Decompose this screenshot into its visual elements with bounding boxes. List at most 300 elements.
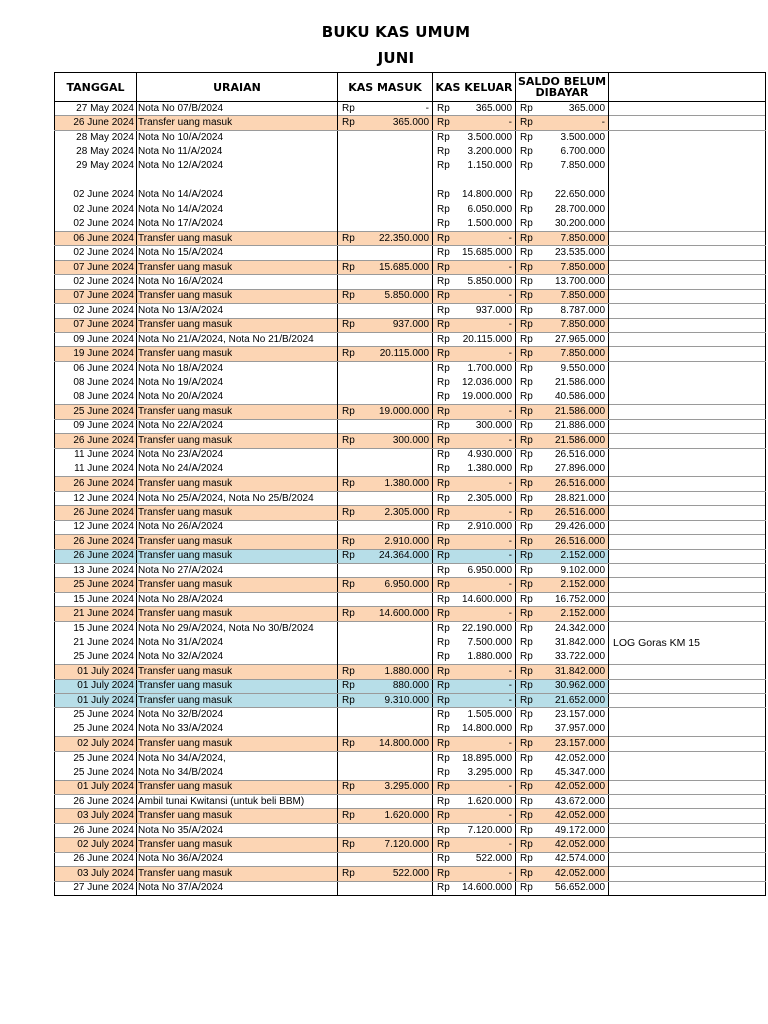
kas-masuk-currency: Rp xyxy=(338,477,365,491)
note-cell xyxy=(609,708,766,722)
kas-masuk-amount: 1.620.000 xyxy=(365,809,433,823)
saldo-currency: Rp xyxy=(520,420,533,432)
kas-masuk-currency xyxy=(338,203,365,217)
saldo-amount: 31.842.000 xyxy=(543,665,609,679)
note-cell xyxy=(609,722,766,736)
date-cell: 12 June 2024 xyxy=(55,491,137,505)
saldo-currency: Rp xyxy=(520,160,533,172)
kas-keluar-currency: Rp xyxy=(437,593,450,605)
saldo-amount: 26.516.000 xyxy=(543,477,609,491)
kas-masuk-currency xyxy=(338,275,365,289)
table-row xyxy=(55,621,766,635)
description-cell: Nota No 16/A/2024 xyxy=(137,275,338,289)
kas-masuk-amount xyxy=(365,304,433,318)
kas-masuk-currency xyxy=(338,881,365,895)
header-tanggal: TANGGAL xyxy=(55,73,137,102)
saldo-currency: Rp xyxy=(520,853,533,865)
saldo-amount: 29.426.000 xyxy=(543,520,609,534)
kas-masuk-currency xyxy=(338,852,365,866)
saldo-currency: Rp xyxy=(516,607,543,621)
description-cell: Transfer uang masuk xyxy=(137,434,338,448)
saldo-currency: Rp xyxy=(520,391,533,403)
kas-keluar-currency: Rp xyxy=(433,578,460,592)
header-uraian: URAIAN xyxy=(137,73,338,102)
kas-keluar-amount: 1.500.000 xyxy=(460,217,516,231)
kas-keluar-amount: 1.620.000 xyxy=(460,795,516,809)
saldo-amount: 365.000 xyxy=(543,102,609,116)
kas-masuk-currency: Rp xyxy=(338,578,365,592)
table-row xyxy=(55,766,766,780)
note-cell xyxy=(609,318,766,332)
kas-masuk-amount: 24.364.000 xyxy=(365,549,433,563)
table-row xyxy=(55,116,766,130)
saldo-amount: 7.850.000 xyxy=(543,231,609,245)
table-row xyxy=(55,867,766,881)
kas-keluar-currency: Rp xyxy=(433,693,460,707)
saldo-currency: Rp xyxy=(520,636,533,648)
kas-masuk-amount xyxy=(365,217,433,231)
kas-masuk-currency xyxy=(338,751,365,765)
kas-keluar-amount: - xyxy=(460,260,516,274)
kas-masuk-amount: 9.310.000 xyxy=(365,693,433,707)
kas-keluar-amount: 4.930.000 xyxy=(460,448,516,462)
kas-keluar-currency: Rp xyxy=(437,131,450,143)
kas-masuk-amount xyxy=(365,564,433,578)
saldo-amount: 21.586.000 xyxy=(543,405,609,419)
note-cell xyxy=(609,506,766,520)
note-cell xyxy=(609,679,766,693)
description-cell: Nota No 21/A/2024, Nota No 21/B/2024 xyxy=(137,333,338,347)
saldo-amount: 30.962.000 xyxy=(543,679,609,693)
kas-keluar-amount: - xyxy=(460,477,516,491)
kas-keluar-currency: Rp xyxy=(437,203,450,215)
description-cell: Transfer uang masuk xyxy=(137,578,338,592)
table-row xyxy=(55,520,766,534)
description-cell: Transfer uang masuk xyxy=(137,665,338,679)
description-cell: Nota No 19/A/2024 xyxy=(137,376,338,390)
date-cell: 02 June 2024 xyxy=(55,246,137,260)
date-cell: 02 July 2024 xyxy=(55,737,137,751)
saldo-currency: Rp xyxy=(516,780,543,794)
saldo-currency: Rp xyxy=(516,116,543,130)
note-cell xyxy=(609,693,766,707)
saldo-currency: Rp xyxy=(516,665,543,679)
kas-keluar-currency: Rp xyxy=(433,116,460,130)
kas-masuk-currency xyxy=(338,130,365,144)
description-cell: Ambil tunai Kwitansi (untuk beli BBM) xyxy=(137,795,338,809)
saldo-amount: 2.152.000 xyxy=(543,578,609,592)
note-cell xyxy=(609,650,766,664)
kas-masuk-amount xyxy=(365,722,433,736)
saldo-amount: 26.516.000 xyxy=(543,535,609,549)
date-cell: 26 June 2024 xyxy=(55,506,137,520)
table-row xyxy=(55,636,766,650)
kas-keluar-amount: 14.800.000 xyxy=(460,188,516,202)
kas-masuk-currency xyxy=(338,419,365,433)
kas-keluar-amount: - xyxy=(460,434,516,448)
saldo-amount: 23.157.000 xyxy=(543,708,609,722)
note-cell xyxy=(609,231,766,245)
date-cell: 28 May 2024 xyxy=(55,130,137,144)
note-cell xyxy=(609,592,766,606)
kas-masuk-currency: Rp xyxy=(342,102,355,114)
date-cell: 02 June 2024 xyxy=(55,275,137,289)
description-cell: Nota No 32/A/2024 xyxy=(137,650,338,664)
table-row xyxy=(55,838,766,852)
kas-keluar-currency: Rp xyxy=(437,521,450,533)
kas-masuk-currency xyxy=(338,462,365,476)
kas-keluar-amount: - xyxy=(460,809,516,823)
table-row xyxy=(55,708,766,722)
kas-masuk-currency xyxy=(338,188,365,202)
saldo-currency: Rp xyxy=(520,752,533,764)
kas-masuk-amount: 14.600.000 xyxy=(365,607,433,621)
kas-keluar-amount: 14.800.000 xyxy=(460,722,516,736)
kas-masuk-amount xyxy=(365,708,433,722)
description-cell: Nota No 34/B/2024 xyxy=(137,766,338,780)
saldo-amount: 28.821.000 xyxy=(543,491,609,505)
kas-masuk-currency xyxy=(338,390,365,404)
kas-keluar-amount: - xyxy=(460,506,516,520)
table-row xyxy=(55,491,766,505)
ledger-body xyxy=(55,102,766,896)
note-cell xyxy=(609,607,766,621)
description-cell: Nota No 33/A/2024 xyxy=(137,722,338,736)
description-cell: Nota No 12/A/2024 xyxy=(137,159,338,173)
saldo-currency: Rp xyxy=(520,189,533,201)
kas-keluar-currency: Rp xyxy=(437,651,450,663)
kas-keluar-currency: Rp xyxy=(437,160,450,172)
table-row xyxy=(55,159,766,173)
kas-masuk-currency xyxy=(338,376,365,390)
kas-masuk-amount xyxy=(365,419,433,433)
note-cell xyxy=(609,823,766,837)
kas-keluar-currency xyxy=(433,174,460,188)
kas-masuk-currency: Rp xyxy=(338,607,365,621)
kas-keluar-amount: 7.120.000 xyxy=(460,823,516,837)
saldo-currency: Rp xyxy=(516,737,543,751)
kas-masuk-currency: Rp xyxy=(338,260,365,274)
description-cell: Nota No 17/A/2024 xyxy=(137,217,338,231)
kas-masuk-amount xyxy=(365,145,433,159)
kas-masuk-currency xyxy=(338,823,365,837)
kas-keluar-currency: Rp xyxy=(433,838,460,852)
kas-keluar-currency: Rp xyxy=(437,824,450,836)
kas-keluar-amount: 7.500.000 xyxy=(460,636,516,650)
kas-masuk-amount: 522.000 xyxy=(365,867,433,881)
saldo-currency: Rp xyxy=(520,102,533,114)
kas-masuk-currency: Rp xyxy=(338,838,365,852)
kas-keluar-currency: Rp xyxy=(433,535,460,549)
kas-masuk-amount: 880.000 xyxy=(365,679,433,693)
saldo-amount: 9.550.000 xyxy=(543,361,609,375)
kas-keluar-currency: Rp xyxy=(433,780,460,794)
kas-keluar-currency: Rp xyxy=(437,752,450,764)
saldo-amount: 7.850.000 xyxy=(543,289,609,303)
table-row xyxy=(55,419,766,433)
saldo-currency: Rp xyxy=(520,766,533,778)
kas-keluar-amount: 1.150.000 xyxy=(460,159,516,173)
kas-keluar-amount: 1.880.000 xyxy=(460,650,516,664)
kas-keluar-currency: Rp xyxy=(437,709,450,721)
date-cell: 12 June 2024 xyxy=(55,520,137,534)
saldo-amount: 42.574.000 xyxy=(543,852,609,866)
table-row xyxy=(55,650,766,664)
saldo-amount: 7.850.000 xyxy=(543,159,609,173)
kas-keluar-currency: Rp xyxy=(437,217,450,229)
kas-keluar-amount: 14.600.000 xyxy=(460,592,516,606)
table-row xyxy=(55,549,766,563)
note-cell xyxy=(609,217,766,231)
kas-masuk-amount: 7.120.000 xyxy=(365,838,433,852)
kas-keluar-currency: Rp xyxy=(433,231,460,245)
kas-masuk-amount xyxy=(365,376,433,390)
kas-masuk-currency xyxy=(338,636,365,650)
kas-masuk-currency: Rp xyxy=(338,116,365,130)
saldo-amount: 42.052.000 xyxy=(543,809,609,823)
kas-keluar-amount: 2.910.000 xyxy=(460,520,516,534)
note-cell xyxy=(609,174,766,188)
kas-masuk-currency xyxy=(338,217,365,231)
kas-keluar-currency: Rp xyxy=(433,665,460,679)
date-cell: 09 June 2024 xyxy=(55,333,137,347)
date-cell: 02 June 2024 xyxy=(55,217,137,231)
saldo-amount: 49.172.000 xyxy=(543,823,609,837)
kas-masuk-currency: Rp xyxy=(338,780,365,794)
kas-keluar-amount: - xyxy=(460,867,516,881)
note-cell xyxy=(609,665,766,679)
note-cell xyxy=(609,838,766,852)
kas-masuk-currency xyxy=(338,708,365,722)
note-cell xyxy=(609,737,766,751)
header-kas-masuk: KAS MASUK xyxy=(338,73,433,102)
date-cell: 25 June 2024 xyxy=(55,722,137,736)
kas-keluar-currency: Rp xyxy=(437,362,450,374)
kas-masuk-amount xyxy=(365,275,433,289)
saldo-currency: Rp xyxy=(520,795,533,807)
saldo-amount: 31.842.000 xyxy=(543,636,609,650)
kas-masuk-amount: - xyxy=(365,102,433,116)
saldo-currency: Rp xyxy=(520,723,533,735)
saldo-currency: Rp xyxy=(516,260,543,274)
saldo-currency: Rp xyxy=(516,289,543,303)
kas-masuk-amount: 3.295.000 xyxy=(365,780,433,794)
table-row xyxy=(55,289,766,303)
description-cell: Transfer uang masuk xyxy=(137,506,338,520)
kas-keluar-amount: 1.380.000 xyxy=(460,462,516,476)
saldo-currency: Rp xyxy=(520,622,533,634)
description-cell: Transfer uang masuk xyxy=(137,116,338,130)
description-cell: Transfer uang masuk xyxy=(137,535,338,549)
saldo-currency: Rp xyxy=(516,506,543,520)
saldo-currency: Rp xyxy=(516,838,543,852)
description-cell: Nota No 32/B/2024 xyxy=(137,708,338,722)
description-cell: Nota No 26/A/2024 xyxy=(137,520,338,534)
table-row xyxy=(55,145,766,159)
date-cell: 13 June 2024 xyxy=(55,564,137,578)
description-cell: Transfer uang masuk xyxy=(137,838,338,852)
kas-keluar-currency: Rp xyxy=(433,881,460,895)
kas-keluar-amount: 522.000 xyxy=(460,852,516,866)
note-cell xyxy=(609,361,766,375)
description-cell: Nota No 36/A/2024 xyxy=(137,852,338,866)
kas-masuk-amount: 20.115.000 xyxy=(365,347,433,361)
kas-masuk-currency xyxy=(338,766,365,780)
table-row xyxy=(55,737,766,751)
description-cell: Nota No 18/A/2024 xyxy=(137,361,338,375)
table-row xyxy=(55,564,766,578)
note-cell xyxy=(609,795,766,809)
table-row xyxy=(55,231,766,245)
kas-keluar-currency: Rp xyxy=(433,867,460,881)
table-row xyxy=(55,462,766,476)
saldo-currency: Rp xyxy=(516,231,543,245)
table-row xyxy=(55,679,766,693)
saldo-amount: 8.787.000 xyxy=(543,304,609,318)
date-cell: 09 June 2024 xyxy=(55,419,137,433)
kas-masuk-currency: Rp xyxy=(338,737,365,751)
kas-keluar-currency: Rp xyxy=(433,809,460,823)
date-cell: 11 June 2024 xyxy=(55,462,137,476)
kas-masuk-amount xyxy=(365,766,433,780)
note-cell xyxy=(609,520,766,534)
description-cell: Transfer uang masuk xyxy=(137,549,338,563)
kas-keluar-currency: Rp xyxy=(437,795,450,807)
saldo-amount: 42.052.000 xyxy=(543,867,609,881)
kas-masuk-amount: 300.000 xyxy=(365,434,433,448)
kas-masuk-currency: Rp xyxy=(338,434,365,448)
kas-masuk-amount xyxy=(365,881,433,895)
note-cell xyxy=(609,578,766,592)
description-cell: Nota No 22/A/2024 xyxy=(137,419,338,433)
kas-keluar-amount: - xyxy=(460,693,516,707)
saldo-currency: Rp xyxy=(520,709,533,721)
kas-masuk-amount: 19.000.000 xyxy=(365,405,433,419)
date-cell: 25 June 2024 xyxy=(55,751,137,765)
kas-masuk-currency xyxy=(338,722,365,736)
kas-keluar-amount: - xyxy=(460,549,516,563)
table-row xyxy=(55,795,766,809)
kas-masuk-currency xyxy=(338,304,365,318)
table-row xyxy=(55,390,766,404)
date-cell: 27 May 2024 xyxy=(55,102,137,116)
note-cell xyxy=(609,102,766,116)
saldo-amount: 16.752.000 xyxy=(543,592,609,606)
kas-masuk-amount xyxy=(365,333,433,347)
date-cell: 26 June 2024 xyxy=(55,535,137,549)
kas-masuk-currency xyxy=(338,795,365,809)
saldo-amount: 21.586.000 xyxy=(543,376,609,390)
saldo-currency: Rp xyxy=(516,535,543,549)
saldo-currency: Rp xyxy=(520,521,533,533)
kas-masuk-amount: 1.880.000 xyxy=(365,665,433,679)
kas-keluar-amount: - xyxy=(460,665,516,679)
description-cell: Nota No 28/A/2024 xyxy=(137,592,338,606)
description-cell: Transfer uang masuk xyxy=(137,737,338,751)
description-cell: Nota No 29/A/2024, Nota No 30/B/2024 xyxy=(137,621,338,635)
saldo-amount: 7.850.000 xyxy=(543,260,609,274)
saldo-amount: 26.516.000 xyxy=(543,448,609,462)
saldo-currency: Rp xyxy=(516,405,543,419)
kas-keluar-amount: - xyxy=(460,318,516,332)
saldo-amount: 42.052.000 xyxy=(543,751,609,765)
saldo-amount: 27.896.000 xyxy=(543,462,609,476)
note-cell xyxy=(609,333,766,347)
kas-masuk-amount: 15.685.000 xyxy=(365,260,433,274)
kas-keluar-amount: 6.050.000 xyxy=(460,203,516,217)
date-cell: 08 June 2024 xyxy=(55,376,137,390)
saldo-amount: 43.672.000 xyxy=(543,795,609,809)
description-cell: Transfer uang masuk xyxy=(137,231,338,245)
date-cell: 28 May 2024 xyxy=(55,145,137,159)
note-cell xyxy=(609,347,766,361)
note-cell xyxy=(609,376,766,390)
kas-masuk-amount xyxy=(365,823,433,837)
kas-keluar-currency: Rp xyxy=(433,679,460,693)
note-cell xyxy=(609,852,766,866)
kas-masuk-amount: 365.000 xyxy=(365,116,433,130)
date-cell: 06 June 2024 xyxy=(55,231,137,245)
saldo-currency: Rp xyxy=(520,275,533,287)
kas-keluar-currency: Rp xyxy=(437,304,450,316)
note-cell xyxy=(609,304,766,318)
date-cell: 29 May 2024 xyxy=(55,159,137,173)
kas-keluar-amount: 1.505.000 xyxy=(460,708,516,722)
kas-masuk-amount xyxy=(365,462,433,476)
date-cell: 21 June 2024 xyxy=(55,636,137,650)
kas-masuk-currency xyxy=(338,448,365,462)
table-row xyxy=(55,592,766,606)
kas-keluar-currency: Rp xyxy=(437,564,450,576)
saldo-currency: Rp xyxy=(520,463,533,475)
kas-masuk-currency: Rp xyxy=(338,679,365,693)
kas-masuk-amount xyxy=(365,852,433,866)
kas-masuk-amount xyxy=(365,795,433,809)
kas-masuk-currency: Rp xyxy=(338,665,365,679)
kas-masuk-currency xyxy=(338,520,365,534)
table-row xyxy=(55,333,766,347)
kas-masuk-amount xyxy=(365,390,433,404)
kas-keluar-currency: Rp xyxy=(433,347,460,361)
table-row xyxy=(55,448,766,462)
table-row xyxy=(55,203,766,217)
saldo-currency: Rp xyxy=(516,693,543,707)
date-cell: 15 June 2024 xyxy=(55,621,137,635)
table-row xyxy=(55,361,766,375)
saldo-amount: 9.102.000 xyxy=(543,564,609,578)
cash-ledger-table xyxy=(54,72,766,896)
kas-keluar-amount: 5.850.000 xyxy=(460,275,516,289)
saldo-amount: 2.152.000 xyxy=(543,549,609,563)
saldo-currency: Rp xyxy=(520,362,533,374)
description-cell: Nota No 14/A/2024 xyxy=(137,188,338,202)
kas-keluar-currency: Rp xyxy=(437,420,450,432)
kas-keluar-amount: 6.950.000 xyxy=(460,564,516,578)
table-row xyxy=(55,665,766,679)
note-cell xyxy=(609,159,766,173)
table-row xyxy=(55,102,766,116)
saldo-currency: Rp xyxy=(520,146,533,158)
kas-masuk-currency: Rp xyxy=(338,867,365,881)
kas-masuk-amount xyxy=(365,246,433,260)
table-row xyxy=(55,607,766,621)
kas-masuk-currency xyxy=(338,621,365,635)
table-header-row xyxy=(55,73,766,102)
saldo-amount: 23.535.000 xyxy=(543,246,609,260)
saldo-amount: 27.965.000 xyxy=(543,333,609,347)
saldo-amount: 23.157.000 xyxy=(543,737,609,751)
table-row xyxy=(55,506,766,520)
